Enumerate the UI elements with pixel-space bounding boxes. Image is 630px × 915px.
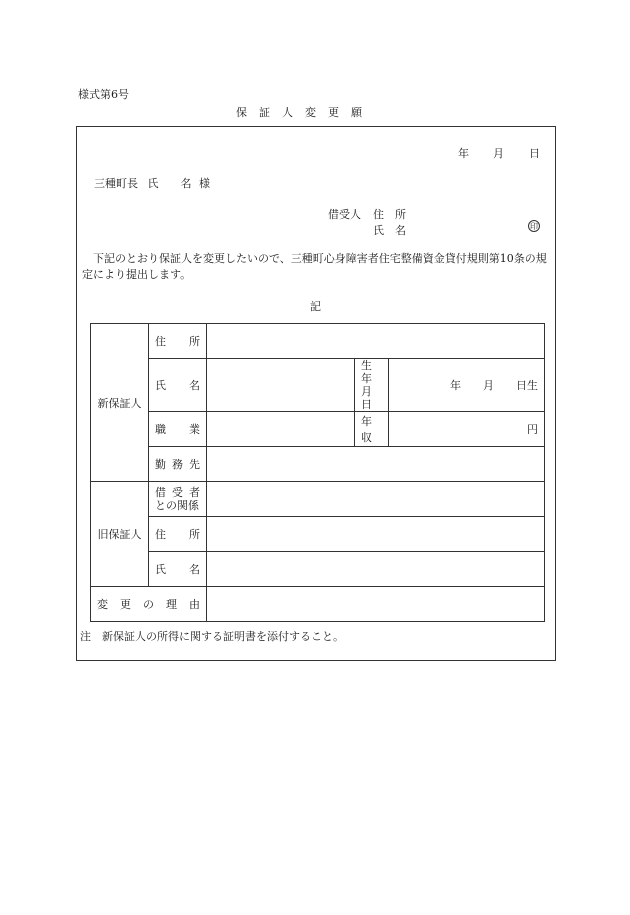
- income-label: 年収: [355, 412, 389, 447]
- date-month: 月: [493, 147, 504, 160]
- seal-icon: 印: [530, 222, 538, 231]
- table-row: [91, 447, 545, 482]
- table-row: [91, 412, 545, 447]
- old-address-label: 住 所: [149, 517, 207, 552]
- income-field[interactable]: 円: [389, 412, 545, 447]
- body-text: 下記のとおり保証人を変更したいので、三種町心身障害者住宅整備資金貸付規則第10条の規定により提出します。: [82, 252, 547, 281]
- form-number: 様式第6号: [78, 88, 129, 101]
- workplace-field[interactable]: [207, 447, 545, 482]
- reason-field[interactable]: [207, 587, 545, 622]
- date-year: 年: [458, 147, 469, 160]
- addressee-office: 三種町長: [94, 177, 138, 190]
- workplace-label: 勤務先: [149, 447, 207, 482]
- birthdate-label-line1: 生年: [361, 359, 372, 385]
- table-row: [91, 552, 545, 587]
- new-guarantor-label: 新保証人: [91, 324, 149, 482]
- old-name-label: 氏 名: [149, 552, 207, 587]
- relation-label-line1: 借受者: [155, 486, 200, 499]
- applicant-name-label: 氏 名: [373, 224, 406, 237]
- addressee-name-label: 氏 名: [147, 177, 192, 190]
- birthdate-label: [355, 359, 389, 412]
- birthdate-field[interactable]: 年 月 日生: [389, 359, 545, 412]
- addressee: [94, 175, 210, 191]
- birthdate-label-line2: 月日: [361, 385, 372, 411]
- relation-label-line2: との関係: [155, 499, 199, 512]
- relation-field[interactable]: [207, 482, 545, 517]
- old-name-field[interactable]: [207, 552, 545, 587]
- addressee-honorific: 様: [199, 177, 210, 190]
- new-name-field[interactable]: [207, 359, 355, 412]
- table-row: [91, 482, 545, 517]
- applicant-address-label: 住 所: [373, 208, 406, 221]
- table-row: [91, 359, 545, 412]
- occupation-label: 職 業: [149, 412, 207, 447]
- reason-label: 変更の理由: [91, 587, 207, 622]
- table-row: [91, 324, 545, 359]
- guarantor-table: [90, 323, 545, 622]
- document-title: 保証人変更願: [236, 106, 374, 119]
- new-address-label: 住 所: [149, 324, 207, 359]
- table-row: [91, 517, 545, 552]
- table-row: [91, 587, 545, 622]
- occupation-field[interactable]: [207, 412, 355, 447]
- applicant-role: 借受人: [328, 208, 361, 221]
- date-day: 日: [529, 147, 540, 160]
- new-name-label: 氏 名: [149, 359, 207, 412]
- old-address-field[interactable]: [207, 517, 545, 552]
- note-text: 注 新保証人の所得に関する証明書を添付すること。: [80, 630, 344, 643]
- ki-heading: 記: [310, 300, 321, 313]
- new-address-field[interactable]: [207, 324, 545, 359]
- old-guarantor-label: 旧保証人: [91, 482, 149, 587]
- relation-label: [149, 482, 207, 517]
